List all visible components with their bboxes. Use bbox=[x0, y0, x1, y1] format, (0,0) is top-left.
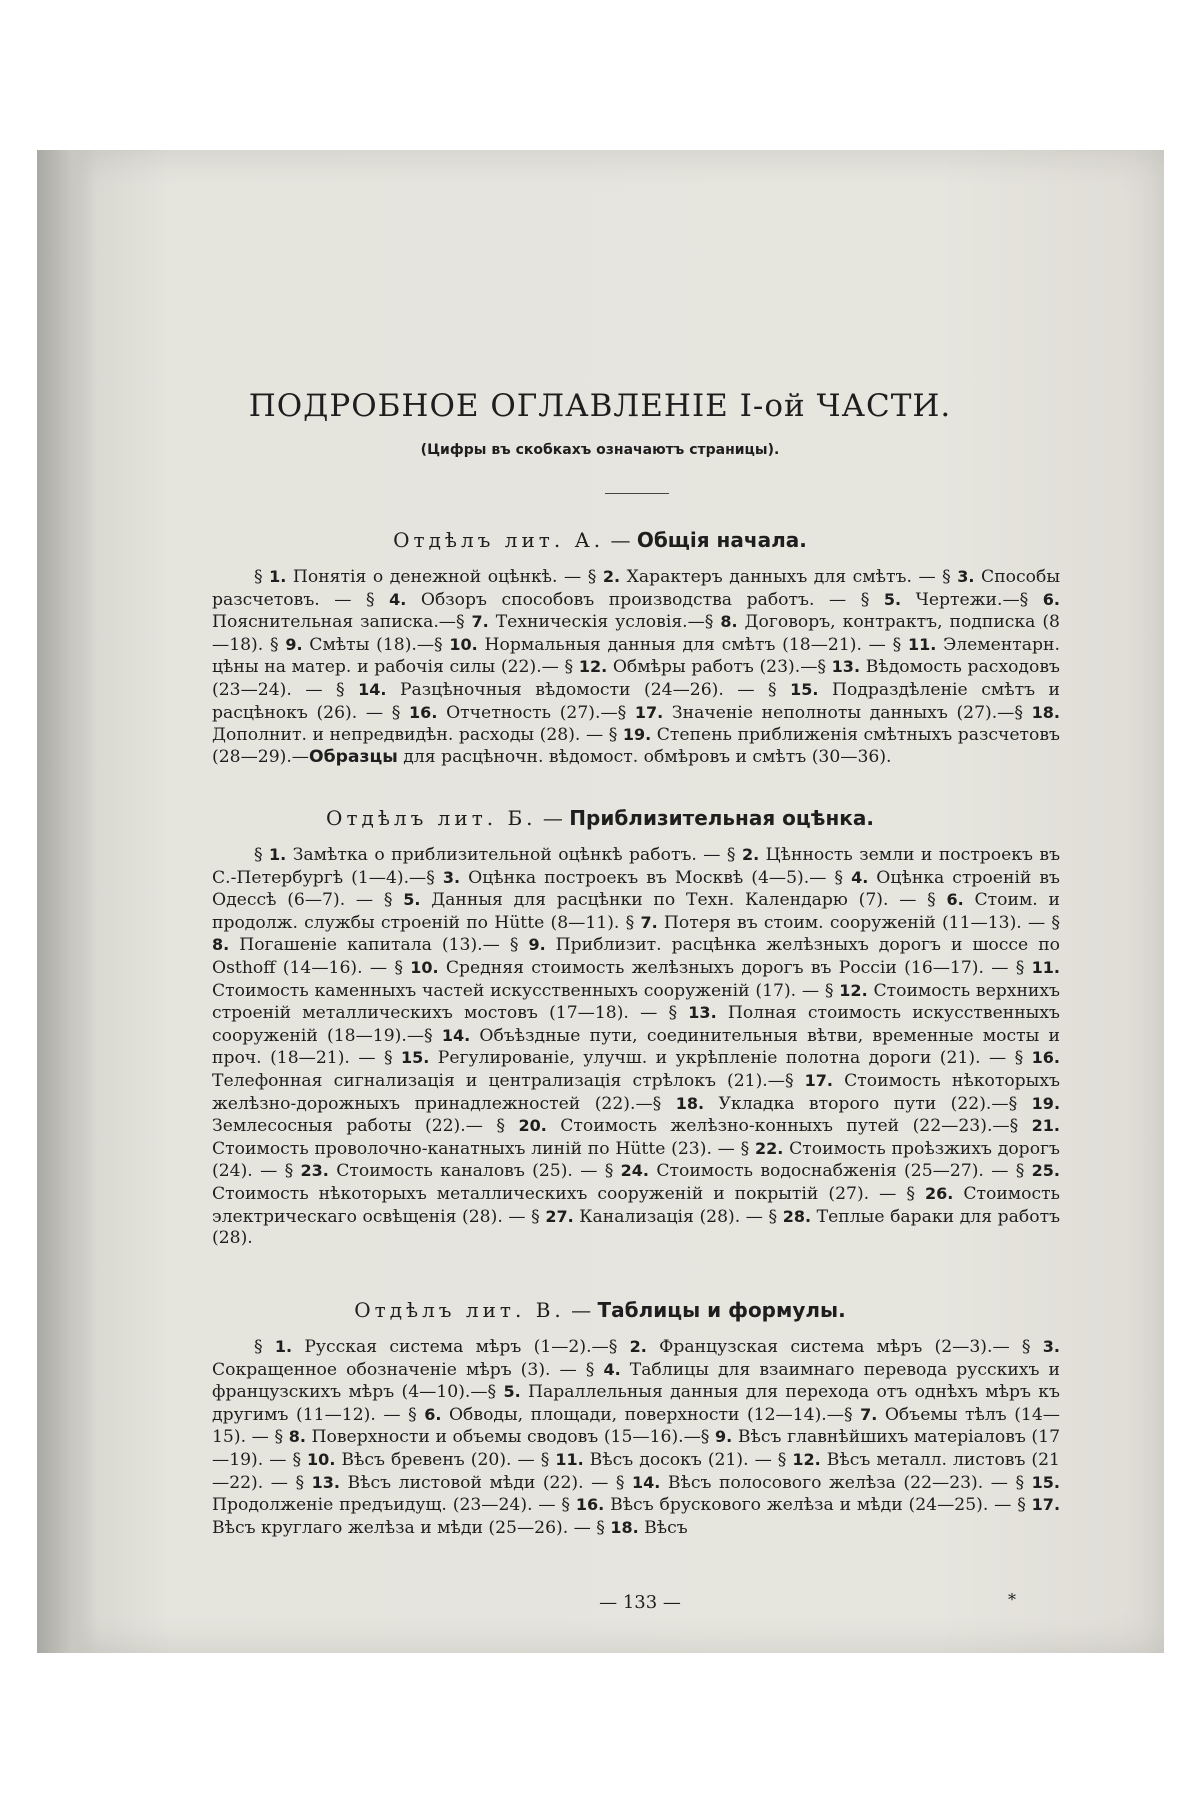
section-label: Отдѣлъ лит. В. bbox=[354, 1298, 565, 1322]
section-heading-a bbox=[150, 528, 1050, 552]
page-subtitle: (Цифры въ скобкахъ означаютъ страницы). bbox=[420, 442, 780, 458]
section-name: Общія начала. bbox=[636, 528, 807, 552]
section-name: Приблизительная оцѣнка. bbox=[569, 806, 874, 830]
section-text-c: § 1. Русская система мѣръ (1—2).—§ 2. Французская система мѣръ (2—3).— § 3. Сокращенное обозначеніе мѣръ (3). — § 4. Таблицы для взаимнаго перевода русскихъ и французскихъ мѣръ (4—10).—§ 5. Параллельныя данныя для перехода отъ однѣхъ мѣръ къ другимъ (11—12). — § 6. Обводы, площади, поверхности (12—14).—§ 7. Объемы тѣлъ (14—15). — § 8. Поверхности и объемы сводовъ (15—16).—§ 9. Вѣсъ главнѣйшихъ матеріаловъ (17—19). — § 10. Вѣсъ бревенъ (20). — § 11. Вѣсъ досокъ (21). — § 12. Вѣсъ металл. листовъ (21—22). — § 13. Вѣсъ листовой мѣди (22). — § 14. Вѣсъ полосового желѣза (22—23). — § 15. Продолженіе предъидущ. (23—24). — § 16. Вѣсъ брускового желѣза и мѣди (24—25). — § 17. Вѣсъ круглаго желѣза и мѣди (25—26). — § 18. Вѣсъ bbox=[212, 1337, 1061, 1538]
page-title: ПОДРОБНОЕ ОГЛАВЛЕНІЕ I-ой ЧАСТИ. bbox=[248, 388, 952, 424]
section-heading-b bbox=[150, 806, 1050, 830]
section-heading-c bbox=[150, 1298, 1050, 1322]
section-dash: — bbox=[571, 1298, 592, 1322]
page-number: — 133 — bbox=[599, 1592, 681, 1613]
section-dash: — bbox=[542, 806, 563, 830]
section-dash: — bbox=[610, 528, 631, 552]
section-text-b: § 1. Замѣтка о приблизительной оцѣнкѣ работъ. — § 2. Цѣнность земли и построекъ въ С.-Петербургѣ (1—4).—§ 3. Оцѣнка построекъ въ Москвѣ (4—5).— § 4. Оцѣнка строеній въ Одессѣ (6—7). — § 5. Данныя для расцѣнки по Техн. Календарю (7). — § 6. Стоим. и продолж. службы строеній по Hütte (8—11). § 7. Потеря въ стоим. сооруженій (11—13). — § 8. Погашеніе капитала (13).— § 9. Приблизит. расцѣнка желѣзныхъ дорогъ и шоссе по Osthoff (14—16). — § 10. Средняя стоимость желѣзныхъ дорогъ въ Россіи (16—17). — § 11. Стоимость каменныхъ частей искусственныхъ сооруженій (17). — § 12. Стоимость верхнихъ строеній металлическихъ мостовъ (17—18). — § 13. Полная стоимость искусственныхъ сооруженій (18—19).—§ 14. Объѣздные пути, соединительныя вѣтви, временные мосты и проч. (18—21). — § 15. Регулированіе, улучш. и укрѣпленіе полотна дороги (21). — § 16. Телефонная сигнализація и централизація стрѣлокъ (21).—§ 17. Стоимость нѣкоторыхъ желѣзно-дорожныхъ принадлежностей (22).—§ 18. Укладка второго пути (22).—§ 19. Землесосныя работы (22).— § 20. Стоимость желѣзно-конныхъ путей (22—23).—§ 21. Стоимость проволочно-канатныхъ линій по Hütte (23). — § 22. Стоимость проѣзжихъ дорогъ (24). — § 23. Стоимость каналовъ (25). — § 24. Стоимость водоснабженія (25—27). — § 25. Стоимость нѣкоторыхъ металлическихъ сооруженій и покрытій (27). — § 26. Стоимость электрическаго освѣщенія (28). — § 27. Канализація (28). — § 28. Теплые бараки для работъ (28). bbox=[212, 845, 1061, 1249]
section-label: Отдѣлъ лит. А. bbox=[393, 528, 605, 552]
section-label: Отдѣлъ лит. Б. bbox=[326, 806, 537, 830]
signature-mark: * bbox=[1008, 1590, 1016, 1609]
section-text-a: § 1. Понятія о денежной оцѣнкѣ. — § 2. Характеръ данныхъ для смѣтъ. — § 3. Способы разсчетовъ. — § 4. Обзоръ способовъ производства работъ. — § 5. Чертежи.—§ 6. Пояснительная записка.—§ 7. Техническія условія.—§ 8. Договоръ, контрактъ, подписка (8—18). § 9. Смѣты (18).—§ 10. Нормальныя данныя для смѣтъ (18—21). — § 11. Элементарн. цѣны на матер. и рабочія силы (22).— § 12. Обмѣры работъ (23).—§ 13. Вѣдомость расходовъ (23—24). — § 14. Разцѣночныя вѣдомости (24—26). — § 15. Подраздѣленіе смѣтъ и расцѣнокъ (26). — § 16. Отчетность (27).—§ 17. Значеніе неполноты данныхъ (27).—§ 18. Дополнит. и непредвидѣн. расходы (28). — § 19. Степень приближенія смѣтныхъ разсчетовъ (28—29).—Образцы для расцѣночн. вѣдомост. обмѣровъ и смѣтъ (30—36). bbox=[212, 567, 1060, 767]
title-divider bbox=[605, 493, 669, 494]
section-name: Таблицы и формулы. bbox=[597, 1298, 846, 1322]
